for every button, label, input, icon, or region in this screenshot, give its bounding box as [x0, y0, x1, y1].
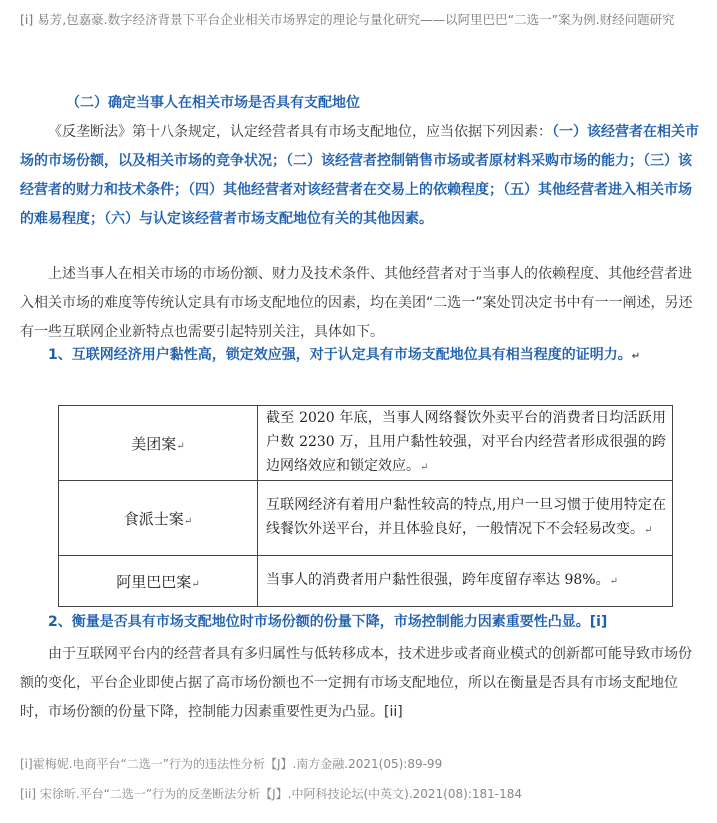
paragraph-article-18 — [20, 118, 700, 234]
case-desc-deliveroo: 互联网经济有着用户黏性较高的特点,用户一旦习惯于使用特定在线餐饮外送平台，并且体验良好，一般情况下不会轻易改变。↵ — [258, 481, 673, 556]
table-row — [59, 556, 673, 607]
heading-market-share — [20, 608, 700, 637]
section-title: （二）确定当事人在相关市场是否具有支配地位 — [66, 95, 360, 111]
case-name-deliveroo: 食派士案↵ — [59, 481, 258, 556]
case-desc-alibaba: 当事人的消费者用户黏性很强，跨年度留存率达 98%。↵ — [258, 556, 673, 607]
footnote-1: [i]霍梅妮.电商平台“二选一”行为的违法性分析【J】.南方金融.2021(05):89-99 — [20, 757, 443, 771]
case-table — [58, 405, 673, 607]
footnote-2: [ii] 宋徐昕.平台“二选一”行为的反垄断法分析【J】.中阿科技论坛(中英文).2021(08):181-184 — [20, 787, 522, 801]
paragraph-mark-icon: ↵ — [420, 462, 429, 473]
paragraph-mark-icon: ↵ — [191, 578, 200, 590]
paragraph-summary-text: 上述当事人在相关市场的市场份额、财力及技术条件、其他经营者对于当事人的依赖程度、其他经营者进入相关市场的难度等传统认定具有市场支配地位的因素，均在美团“二选一”案处罚决定书中有一一阐述，另还有一些互联网企业新特点也需要引起特别关注，具体如下。 — [20, 266, 693, 340]
table-row — [59, 406, 673, 481]
heading-user-stickiness — [20, 341, 700, 371]
case-name-alibaba: 阿里巴巴案↵ — [59, 556, 258, 607]
top-reference: [i] 易芳,包嘉豪.数字经济背景下平台企业相关市场界定的理论与量化研究——以阿里巴巴“二选一”案为例.财经问题研究 — [20, 12, 675, 27]
paragraph-mark-icon: ↵ — [631, 351, 641, 362]
paragraph-mark-icon: ↵ — [644, 525, 653, 536]
paragraph-summary — [20, 260, 700, 347]
case-name-meituan: 美团案↵ — [59, 406, 258, 481]
paragraph-market-share-text: 由于互联网平台内的经营者具有多归属性与低转移成本，技术进步或者商业模式的创新都可能导致市场份额的变化，平台企业即使占据了高市场份额也不一定拥有市场支配地位，所以在衡量是否具有市场支配地位时，市场份额的份量下降，控制能力因素重要性更为凸显。[ii] — [20, 646, 692, 720]
case-desc-meituan: 截至 2020 年底，当事人网络餐饮外卖平台的消费者日均活跃用户数 2230 万，且用户黏性较强，对平台内经营者形成很强的跨边网络效应和锁定效应。↵ — [258, 406, 673, 481]
paragraph-market-share — [20, 640, 700, 727]
paragraph-mark-icon: ↵ — [176, 440, 185, 452]
paragraph-factors: （一）该经营者在相关市场的市场份额，以及相关市场的竞争状况；（二）该经营者控制销售市场或者原材料采购市场的能力；（三）该经营者的财力和技术条件；（四）其他经营者对该经营者在交易上的依赖程度；（五）其他经营者进入相关市场的难易程度；（六）与认定该经营者市场支配地位有关的其他因素。 — [20, 124, 699, 227]
paragraph-lead: 《反垄断法》第十八条规定，认定经营者具有市场支配地位，应当依据下列因素： — [48, 124, 552, 140]
paragraph-mark-icon: ↵ — [609, 576, 618, 587]
heading-user-stickiness-text: 1、互联网经济用户黏性高，锁定效应强，对于认定具有市场支配地位具有相当程度的证明力。 — [48, 347, 632, 363]
heading-market-share-text: 2、衡量是否具有市场支配地位时市场份额的份量下降，市场控制能力因素重要性凸显。[i] — [48, 614, 608, 630]
table-row — [59, 481, 673, 556]
paragraph-mark-icon: ↵ — [183, 515, 193, 527]
